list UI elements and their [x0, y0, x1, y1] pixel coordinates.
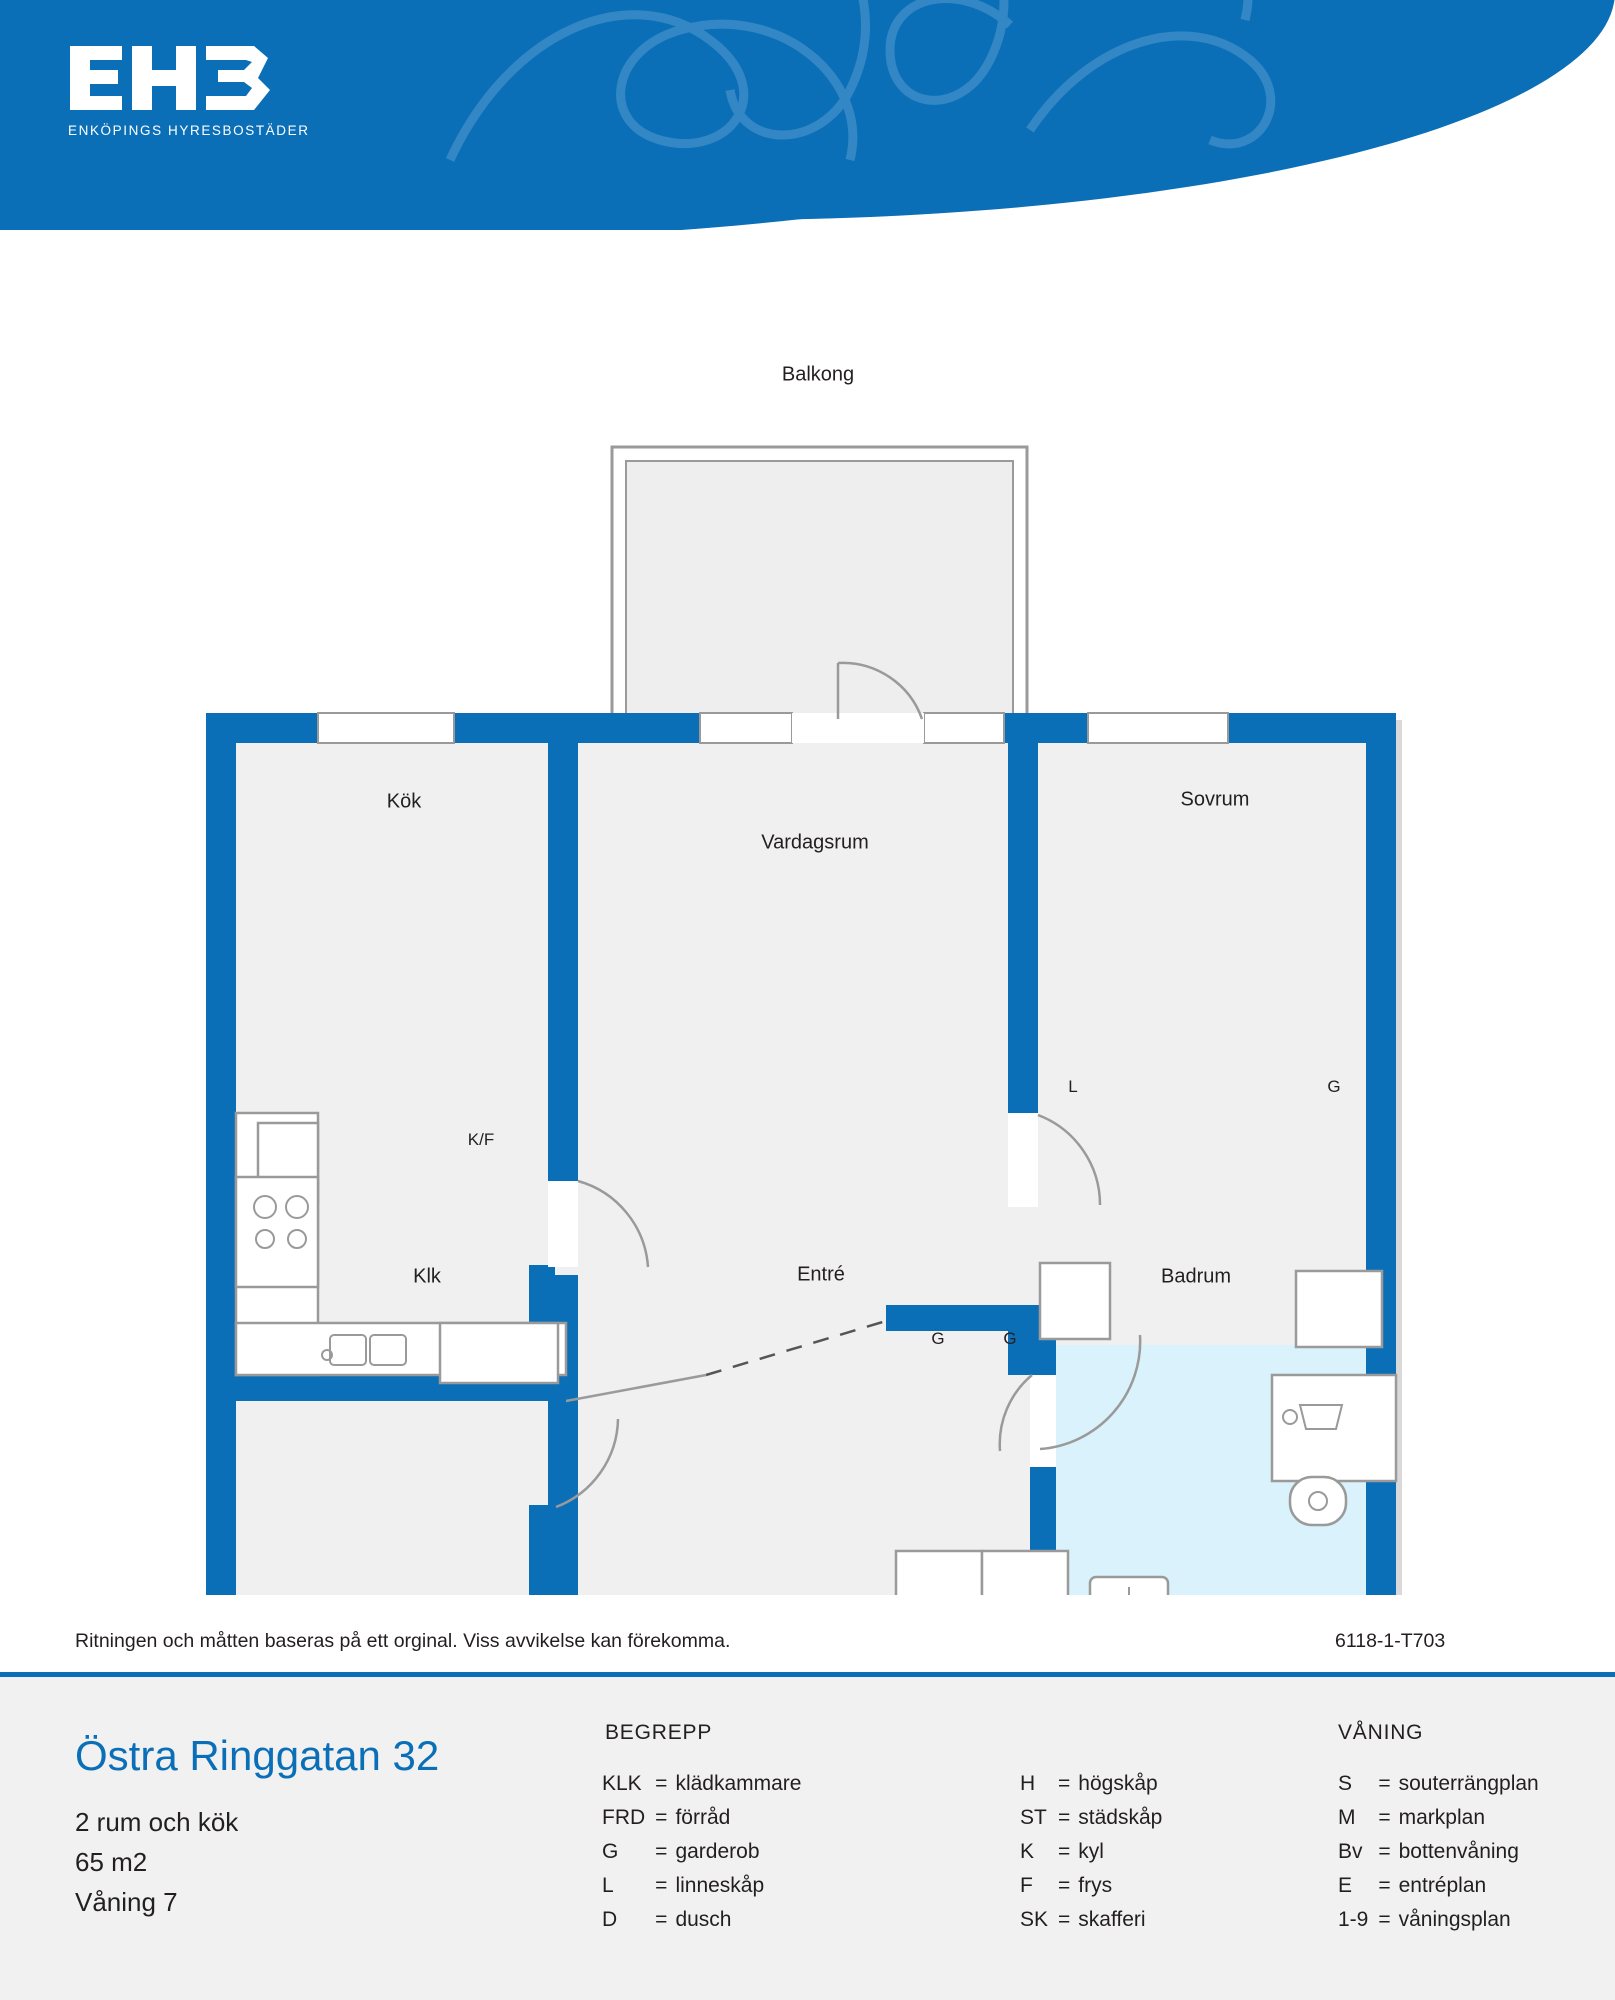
abbr: K	[1020, 1840, 1035, 1863]
desc: linneskåp	[675, 1874, 765, 1897]
abbr: D	[602, 1908, 618, 1931]
abbr: M	[1338, 1806, 1356, 1829]
desc: garderob	[675, 1840, 760, 1863]
abbr: S	[1338, 1772, 1353, 1795]
abbr: F	[1020, 1874, 1033, 1897]
desc: kyl	[1078, 1840, 1104, 1863]
desc: markplan	[1398, 1806, 1485, 1829]
plan-id: 6118-1-T703	[1335, 1630, 1446, 1652]
begrepp-column-1: KLK = klädkammare FRD = förråd G = garderob L = linneskåp D = dusch	[602, 1767, 801, 1937]
desc: dusch	[675, 1908, 732, 1931]
page-footer	[0, 1677, 1615, 2000]
floor-text: Våning 7	[75, 1887, 178, 1917]
desc: souterrängplan	[1398, 1772, 1539, 1795]
apartment-summary	[75, 1802, 238, 1922]
abbr: 1-9	[1338, 1908, 1369, 1931]
abbr: L	[602, 1874, 614, 1897]
abbr: H	[1020, 1772, 1036, 1795]
room-label-badrum: Badrum	[1160, 1265, 1232, 1288]
room-label-kok: Kök	[386, 790, 422, 813]
decorative-ornament-icon	[330, 0, 1330, 190]
fixture-label-garderob-1: G	[931, 1329, 945, 1348]
fixture-label-garderob-2: G	[1003, 1329, 1017, 1348]
area-text: 65 m2	[75, 1847, 148, 1877]
desc: högskåp	[1078, 1772, 1158, 1795]
disclaimer-text: Ritningen och måtten baseras på ett orginal. Viss avvikelse kan förekomma.	[75, 1630, 731, 1652]
desc: våningsplan	[1398, 1908, 1511, 1931]
room-label-klk: Klk	[413, 1265, 441, 1288]
floor-plan-drawing	[0, 215, 1615, 1595]
begrepp-column-2: H = högskåp ST = städskåp K = kyl F = frys SK = skafferi	[1020, 1767, 1162, 1937]
desc: klädkammare	[675, 1772, 802, 1795]
logo-subtitle: ENKÖPINGS HYRESBOSTÄDER	[68, 123, 310, 138]
desc: frys	[1078, 1874, 1113, 1897]
room-label-sovrum: Sovrum	[1180, 788, 1250, 811]
page-header	[0, 0, 1615, 230]
fixture-label-kyl-frys: K/F	[467, 1130, 495, 1149]
desc: skafferi	[1078, 1908, 1146, 1931]
desc: städskåp	[1078, 1806, 1163, 1829]
abbr: FRD	[602, 1806, 646, 1829]
room-label-balkong: Balkong	[781, 363, 855, 386]
desc: entréplan	[1398, 1874, 1487, 1897]
abbr: Bv	[1338, 1840, 1363, 1863]
room-label-vardagsrum: Vardagsrum	[761, 831, 869, 854]
vaning-column: S = souterrängplan M = markplan Bv = bottenvåning E = entréplan 1-9 = våningsplan	[1338, 1767, 1539, 1937]
desc: förråd	[675, 1806, 731, 1829]
rooms-text: 2 rum och kök	[75, 1807, 239, 1837]
desc: bottenvåning	[1398, 1840, 1519, 1863]
fixture-label-linneskap: L	[1068, 1077, 1078, 1096]
logo-mark-icon	[68, 40, 278, 115]
room-label-entre: Entré	[797, 1263, 845, 1286]
abbr: E	[1338, 1874, 1353, 1897]
abbr: G	[602, 1840, 619, 1863]
floor-plan	[0, 215, 1615, 1595]
abbr: KLK	[602, 1772, 642, 1795]
logo	[68, 40, 398, 160]
fixture-label-garderob-sov: G	[1327, 1077, 1341, 1096]
address-title: Östra Ringgatan 32	[75, 1732, 440, 1779]
begrepp-heading: BEGREPP	[605, 1721, 713, 1744]
vaning-heading: VÅNING	[1338, 1721, 1424, 1744]
abbr: SK	[1020, 1908, 1049, 1931]
abbr: ST	[1020, 1806, 1047, 1829]
